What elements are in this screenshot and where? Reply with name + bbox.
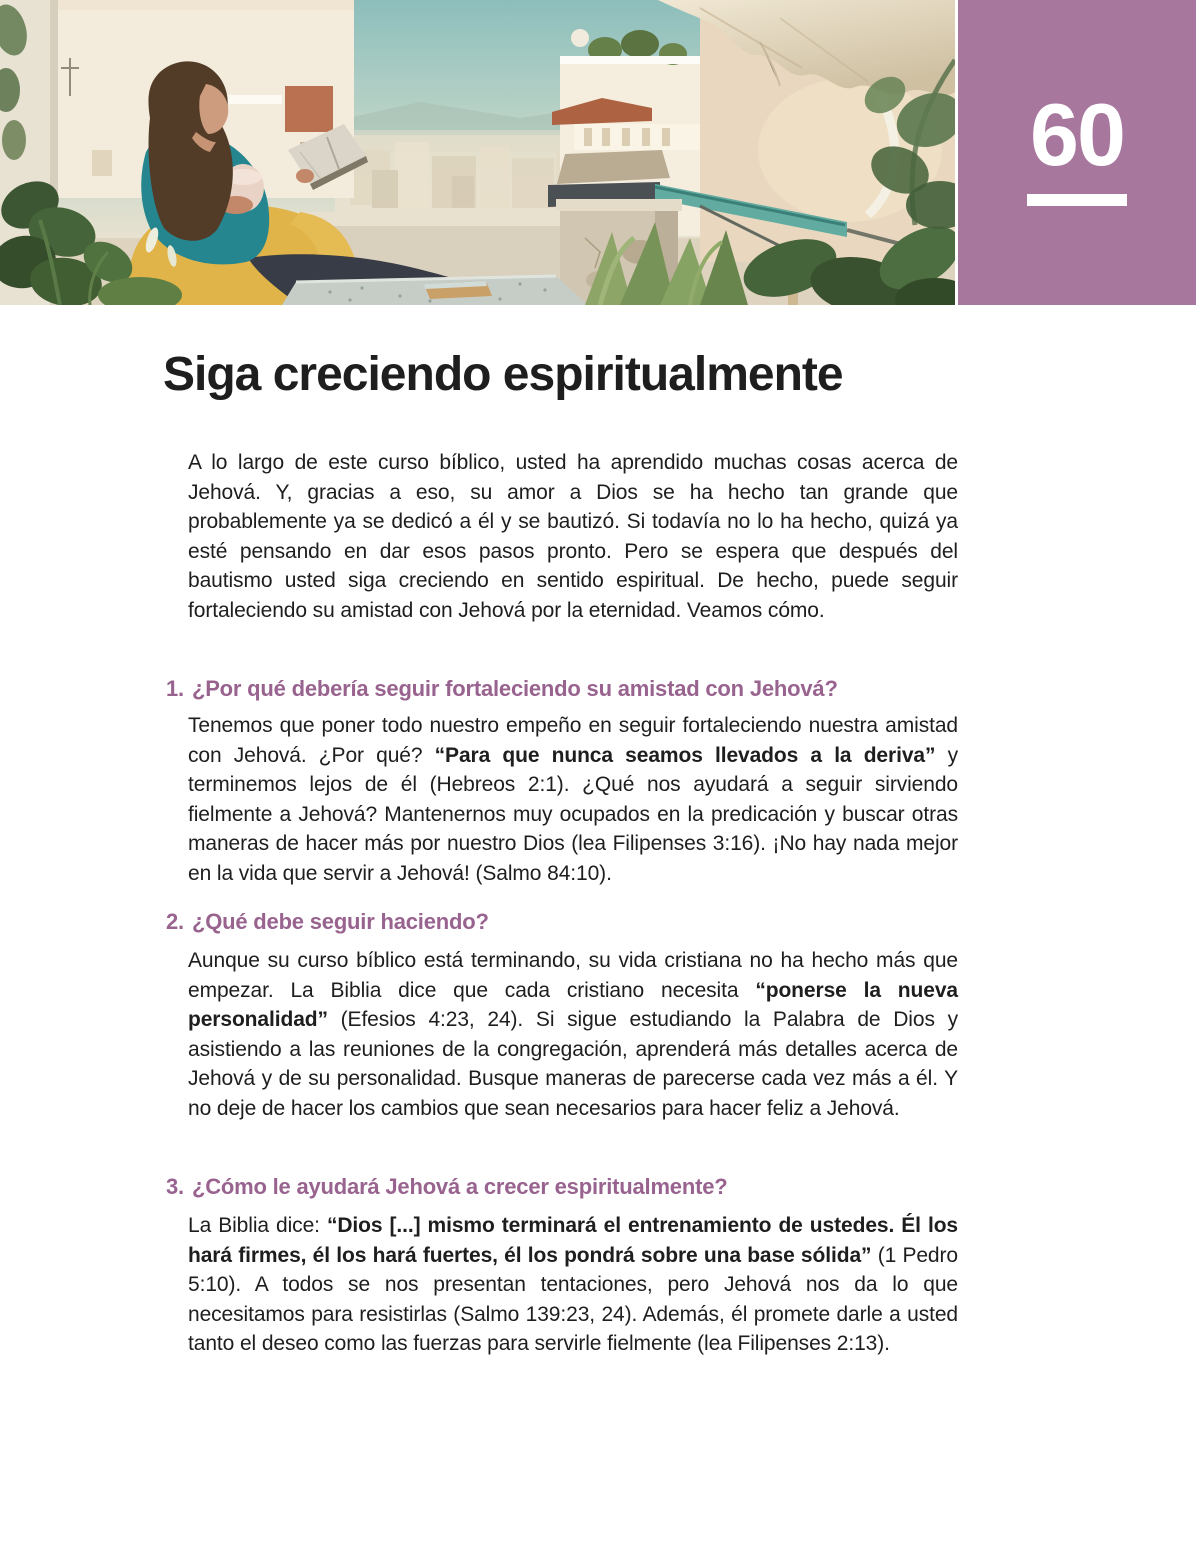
section-2-question: [166, 908, 489, 936]
question-number: 3.: [166, 1174, 184, 1199]
section-2-paragraph: Aunque su curso bíblico está terminando, su vida cristiana no ha hecho más que empezar. La Biblia dice que cada cristiano necesita “ponerse la nueva personalidad” (Efesios 4:23, 24). Si sigue estudiando la Palabra de Dios y asistiendo a las reuniones de la congregación, aprenderá más detalles acerca de Jehová y de su personalidad. Busque maneras de parecerse cada vez más a él. Y no deje de hacer los cambios que sean necesarios para hacer feliz a Jehová.: [188, 949, 959, 1120]
section-3-paragraph: La Biblia dice: “Dios [...] mismo terminará el entrenamiento de ustedes. Él los hará firmes, él los hará fuertes, él los pondrá sobre una base sólida” (1 Pedro 5:10). A todos se nos presentan tentaciones, pero Jehová nos da lo que necesitamos para resistirlas (Salmo 139:23, 24). Además, él promete darle a usted tanto el deseo como las fuerzas para servirle fielmente (lea Filipenses 2:13).: [188, 1214, 958, 1356]
question-text: ¿Cómo le ayudará Jehová a crecer espiritualmente?: [191, 1174, 728, 1199]
hero: [0, 0, 1200, 305]
question-text: ¿Qué debe seguir haciendo?: [191, 909, 489, 934]
lesson-number-underline: [1027, 194, 1127, 206]
question-text: ¿Por qué debería seguir fortaleciendo su amistad con Jehová?: [191, 676, 838, 701]
question-number: 2.: [166, 909, 184, 934]
photo-warm-tint: [0, 0, 955, 305]
lesson-number: 60: [1030, 85, 1124, 185]
intro-paragraph: A lo largo de este curso bíblico, usted ha aprendido muchas cosas acerca de Jehová. Y, gracias a eso, su amor a Dios se ha hecho tan grande que probablemente ya se dedicó a él y se bautizó. Si todavía no lo ha hecho, quizá ya esté pensando en dar esos pasos pronto. Pero se espera que después del bautismo usted siga creciendo en sentido espiritual. De hecho, puede seguir fortaleciendo su amistad con Jehová por la eternidad. Veamos cómo.: [188, 451, 958, 622]
balcony-photo: [0, 0, 955, 305]
question-number: 1.: [166, 676, 184, 701]
section-3-question: [166, 1173, 727, 1201]
section-1-paragraph: Tenemos que poner todo nuestro empeño en seguir fortaleciendo nuestra amistad con Jehová. ¿Por qué? “Para que nunca seamos llevados a la deriva” y terminemos lejos de él (Hebreos 2:1). ¿Qué nos ayudará a seguir sirviendo fielmente a Jehová? Mantenernos muy ocupados en la predicación y buscar otras maneras de hacer más por nuestro Dios (lea Filipenses 3:16). ¡No hay nada mejor en la vida que servir a Jehová! (Salmo 84:10).: [188, 714, 958, 885]
page-title: Siga creciendo espiritualmente: [163, 348, 843, 401]
section-1-question: [166, 675, 838, 703]
lesson-number-block: [958, 0, 1196, 305]
